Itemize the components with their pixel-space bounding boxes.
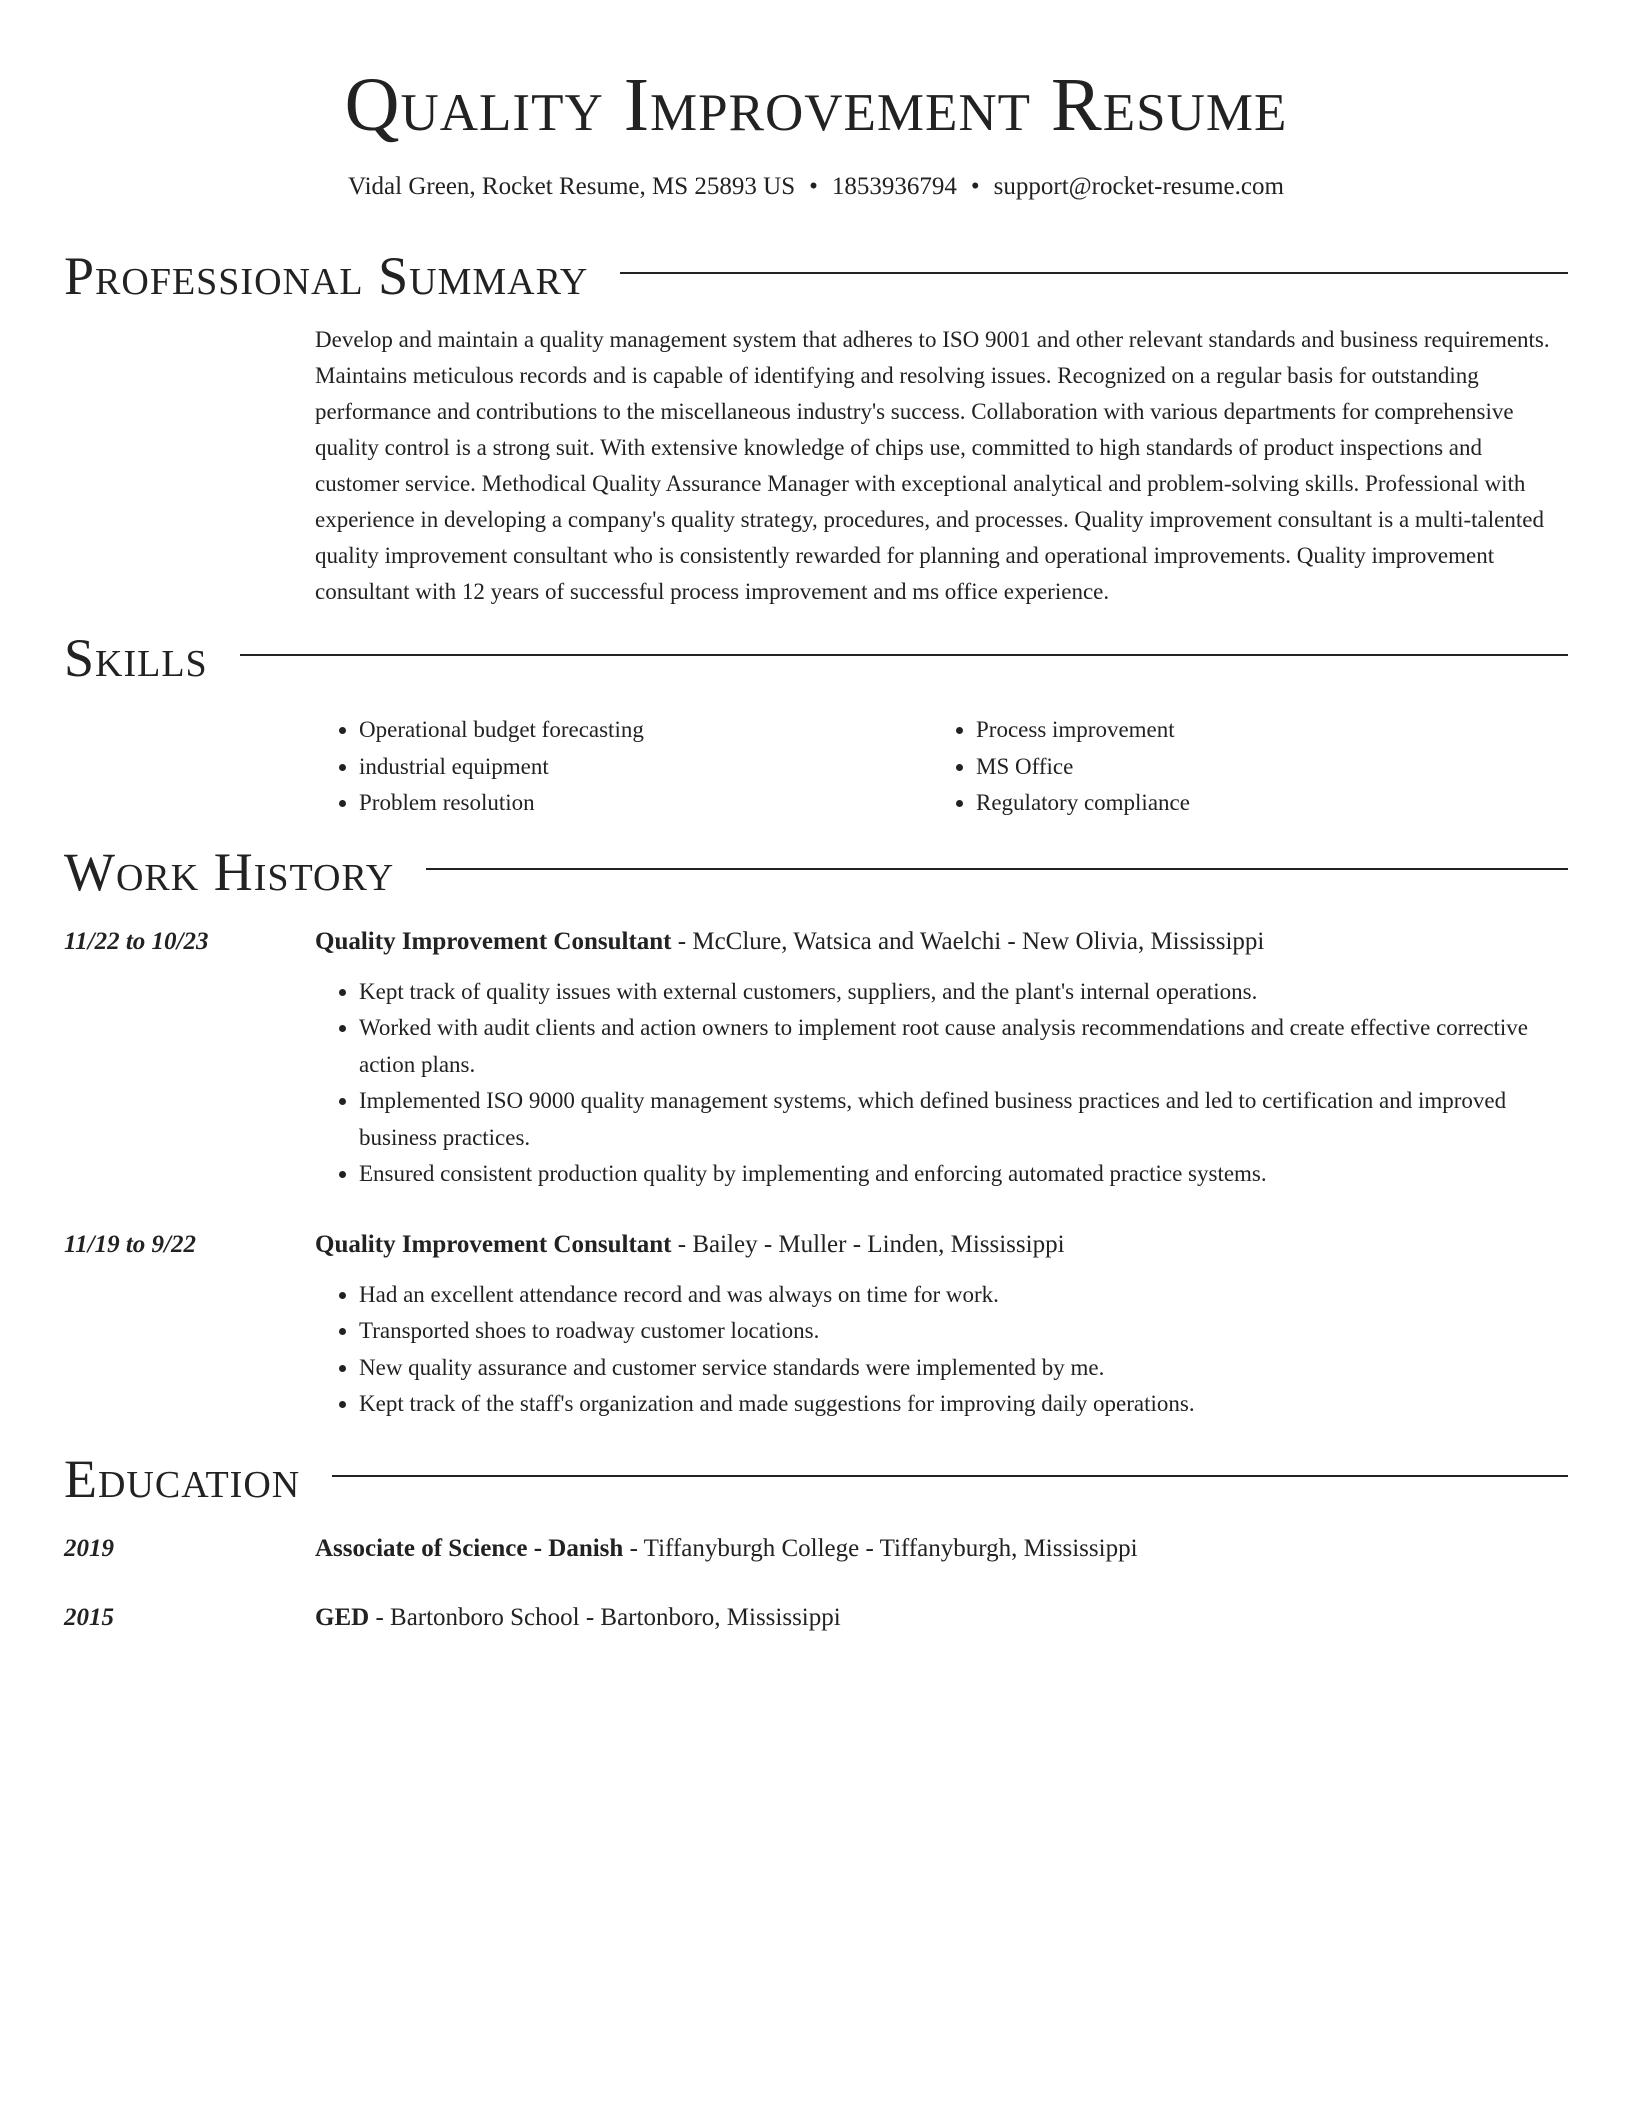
section-divider: [426, 868, 1568, 870]
job-heading: [315, 924, 1568, 960]
job-bullet: • New quality assurance and customer service standards were implemented by me.: [359, 1350, 1568, 1387]
job-heading: [315, 1227, 1568, 1263]
job-employer: - Bailey - Muller - Linden, Mississippi: [671, 1230, 1065, 1258]
skill-item: • Problem resolution: [359, 785, 932, 822]
section-heading: Professional Summary: [64, 246, 589, 306]
contact-separator: •: [809, 173, 818, 200]
contact-phone: 1853936794: [831, 173, 957, 200]
education-school: - Tiffanyburgh College - Tiffanyburgh, Mississippi: [623, 1534, 1138, 1562]
section-header-skills: [64, 628, 1568, 688]
job-employer: - McClure, Watsica and Waelchi - New Olivia, Mississippi: [671, 927, 1265, 955]
contact-address: Vidal Green, Rocket Resume, MS 25893 US: [348, 173, 796, 200]
job-bullet: • Ensured consistent production quality by implementing and enforcing automated practice systems.: [359, 1156, 1568, 1193]
skills-column-left: [315, 712, 932, 822]
summary-text: Develop and maintain a quality management system that adheres to ISO 9001 and other relevant standards and business requirements. Maintains meticulous records and is capable of identifying and resolving issues. Recognized on a regular basis for outstanding performance and contributions to the miscellaneous industry's success. Collaboration with various departments for comprehensive quality control is a strong suit. With extensive knowledge of chips use, committed to high standards of product inspections and customer service. Methodical Quality Assurance Manager with exceptional analytical and problem-solving skills. Professional with experience in developing a company's quality strategy, procedures, and processes. Quality improvement consultant is a multi-talented quality improvement consultant who is consistently rewarded for planning and operational improvements. Quality improvement consultant with 12 years of successful process improvement and ms office experience.: [315, 327, 1550, 604]
education-degree: GED: [315, 1603, 370, 1631]
section-header-education: [64, 1449, 1568, 1509]
education-heading: [315, 1531, 1568, 1567]
job-bullet: • Had an excellent attendance record and was always on time for work.: [359, 1277, 1568, 1314]
education-entry: [64, 1600, 1568, 1636]
skill-item: • Process improvement: [976, 712, 1549, 749]
job-bullet: • Kept track of quality issues with external customers, suppliers, and the plant's internal operations.: [359, 974, 1568, 1011]
education-school: - Bartonboro School - Bartonboro, Mississippi: [369, 1603, 841, 1631]
skill-item: • Regulatory compliance: [976, 785, 1549, 822]
skill-item: • Operational budget forecasting: [359, 712, 932, 749]
education-heading: [315, 1600, 1568, 1636]
job-title: Quality Improvement Consultant: [315, 927, 672, 955]
job-dates: 11/19 to 9/22: [64, 1230, 196, 1258]
section-divider: [332, 1475, 1568, 1477]
section-header-work: [64, 842, 1568, 902]
job-bullet: • Implemented ISO 9000 quality management systems, which defined business practices and led to certification and improved business practices.: [359, 1083, 1568, 1156]
job-entry: [64, 1227, 1568, 1423]
job-dates: 11/22 to 10/23: [64, 927, 209, 955]
job-bullet: • Worked with audit clients and action owners to implement root cause analysis recommendations and create effective corrective action plans.: [359, 1010, 1568, 1083]
education-year: 2019: [64, 1534, 114, 1562]
resume-page: [64, 0, 1568, 1636]
education-year: 2015: [64, 1603, 114, 1631]
section-heading: Skills: [64, 628, 208, 688]
skill-item: • industrial equipment: [359, 749, 932, 786]
job-bullets: [315, 1277, 1568, 1423]
job-entry: [64, 924, 1568, 1193]
job-title: Quality Improvement Consultant: [315, 1230, 672, 1258]
job-bullets: [315, 974, 1568, 1193]
education-entry: [64, 1531, 1568, 1567]
contact-separator: •: [970, 173, 980, 200]
skill-item: • MS Office: [976, 749, 1549, 786]
contact-email: support@rocket-resume.com: [993, 173, 1284, 200]
section-header-summary: [64, 246, 1568, 306]
section-heading: Work History: [64, 841, 395, 902]
skills-column-right: [932, 712, 1549, 822]
section-divider: [620, 272, 1568, 274]
section-divider: [240, 654, 1568, 656]
resume-title: Quality Improvement Resume: [344, 63, 1288, 147]
section-heading: Education: [64, 1448, 301, 1509]
job-bullet: • Kept track of the staff's organization and made suggestions for improving daily operations.: [359, 1386, 1568, 1423]
education-degree: Associate of Science - Danish: [315, 1534, 624, 1562]
contact-line: [64, 172, 1568, 202]
job-bullet: • Transported shoes to roadway customer locations.: [359, 1313, 1568, 1350]
skills-list: [315, 712, 1568, 822]
